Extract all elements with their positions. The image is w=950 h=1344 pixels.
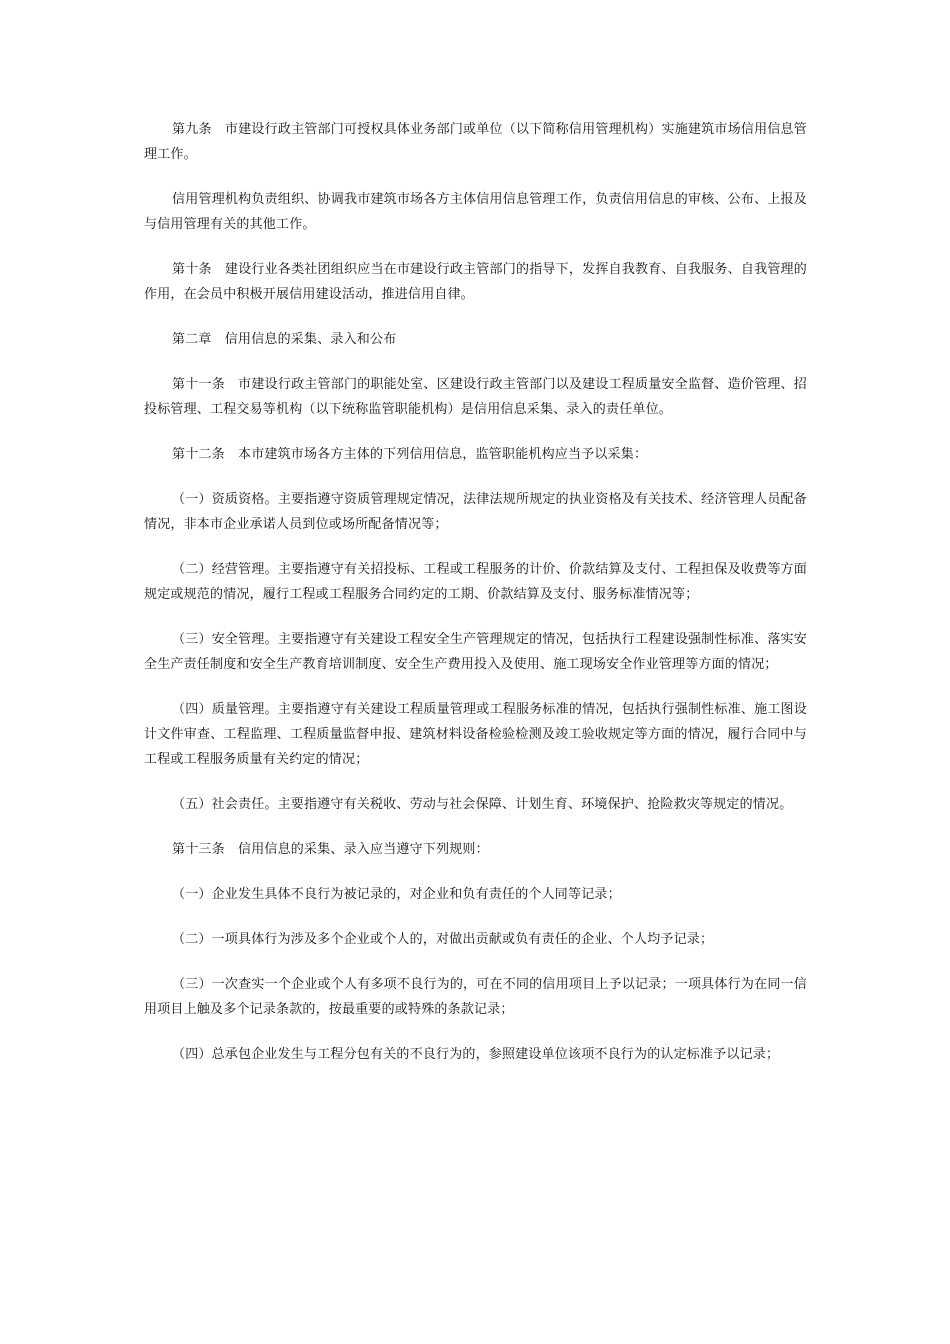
chapter-2-heading: 第二章 信用信息的采集、录入和公布 bbox=[172, 332, 397, 347]
list-item-12-2: （二）经营管理。主要指遵守有关招投标、工程或工程服务的计价、价款结算及支付、工程担保及收费等方面规定或规范的情况，履行工程或工程服务合同约定的工期、价款结算及支付、服务标准情况等； bbox=[144, 562, 807, 602]
paragraph-article-9: 第九条 市建设行政主管部门可授权具体业务部门或单位（以下简称信用管理机构）实施建筑市场信用信息管理工作。 bbox=[144, 122, 807, 162]
list-item-13-2: （二）一项具体行为涉及多个企业或个人的，对做出贡献或负有责任的企业、个人均予记录； bbox=[172, 932, 714, 947]
list-item-13-4: （四）总承包企业发生与工程分包有关的不良行为的，参照建设单位该项不良行为的认定标准予以记录； bbox=[172, 1047, 780, 1062]
paragraph-article-13: 第十三条 信用信息的采集、录入应当遵守下列规则： bbox=[172, 842, 489, 857]
paragraph-article-10: 第十条 建设行业各类社团组织应当在市建设行政主管部门的指导下，发挥自我教育、自我服务、自我管理的作用，在会员中积极开展信用建设活动，推进信用自律。 bbox=[144, 262, 807, 302]
paragraph-article-11: 第十一条 市建设行政主管部门的职能处室、区建设行政主管部门以及建设工程质量安全监督、造价管理、招投标管理、工程交易等机构（以下统称监管职能机构）是信用信息采集、录入的责任单位。 bbox=[144, 377, 807, 417]
list-item-12-4: （四）质量管理。主要指遵守有关建设工程质量管理或工程服务标准的情况，包括执行强制性标准、施工图设计文件审查、工程监理、工程质量监督申报、建筑材料设备检验检测及竣工验收规定等方面的情况，履行合同中与工程或工程服务质量有关约定的情况； bbox=[144, 702, 807, 767]
list-item-12-1: （一）资质资格。主要指遵守资质管理规定情况，法律法规所规定的执业资格及有关技术、经济管理人员配备情况，非本市企业承诺人员到位或场所配备情况等； bbox=[144, 492, 807, 532]
list-item-12-3: （三）安全管理。主要指遵守有关建设工程安全生产管理规定的情况，包括执行工程建设强制性标准、落实安全生产责任制度和安全生产教育培训制度、安全生产费用投入及使用、施工现场安全作业管理等方面的情况； bbox=[144, 632, 807, 672]
paragraph-article-12: 第十二条 本市建筑市场各方主体的下列信用信息，监管职能机构应当予以采集： bbox=[172, 447, 648, 462]
list-item-12-5: （五）社会责任。主要指遵守有关税收、劳动与社会保障、计划生育、环境保护、抢险救灾等规定的情况。 bbox=[172, 797, 793, 812]
list-item-13-3: （三）一次查实一个企业或个人有多项不良行为的，可在不同的信用项目上予以记录；一项具体行为在同一信用项目上触及多个记录条款的，按最重要的或特殊的条款记录； bbox=[144, 977, 807, 1017]
list-item-13-1: （一）企业发生具体不良行为被记录的，对企业和负有责任的个人同等记录； bbox=[172, 887, 621, 902]
paragraph-credit-agency-duties: 信用管理机构负责组织、协调我市建筑市场各方主体信用信息管理工作，负责信用信息的审核、公布、上报及与信用管理有关的其他工作。 bbox=[144, 192, 807, 232]
document-body bbox=[144, 117, 807, 1087]
